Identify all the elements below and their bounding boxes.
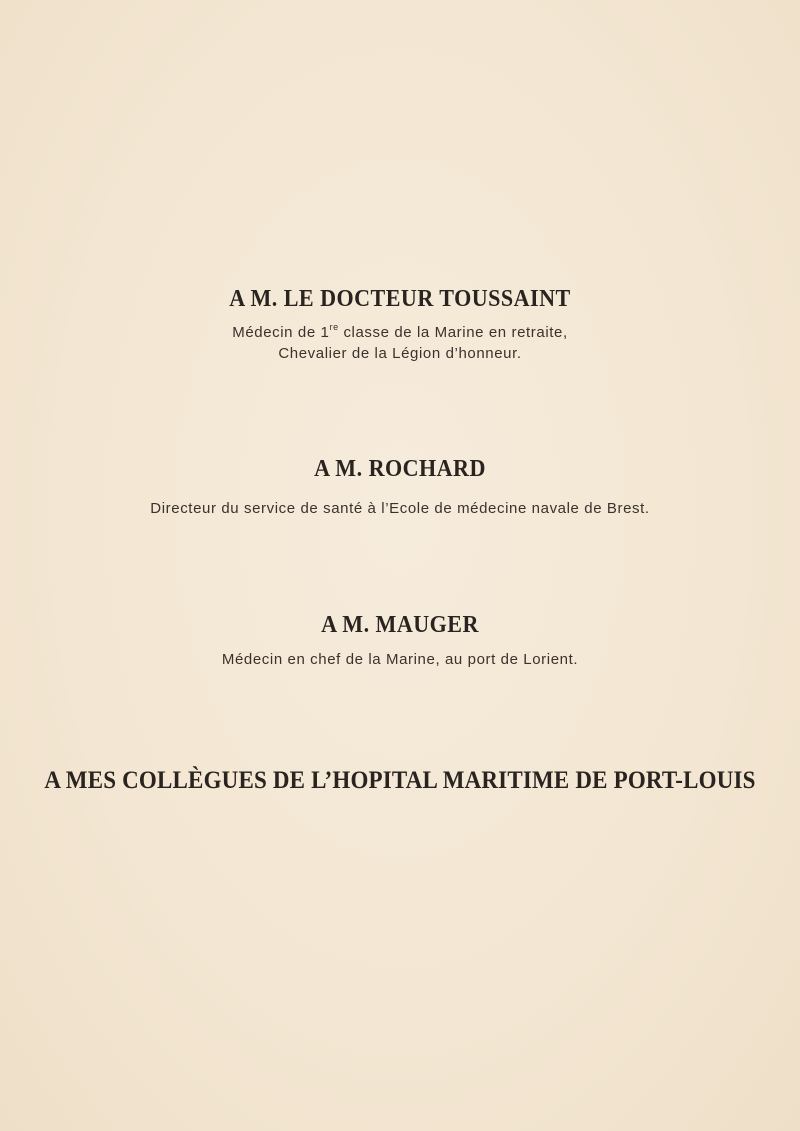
dedication-1-line-2: Chevalier de la Légion d’honneur. bbox=[278, 345, 522, 362]
ordinal-superscript: re bbox=[329, 322, 339, 332]
dedication-2-line-1: Directeur du service de santé à l’Ecole de médecine navale de Brest. bbox=[150, 500, 650, 517]
closing-dedication: A MES COLLÈGUES DE L’HOPITAL MARITIME DE PORT-LOUIS bbox=[44, 767, 756, 794]
dedication-1-heading: A M. LE DOCTEUR TOUSSAINT bbox=[229, 286, 571, 312]
dedication-3-line-1: Médecin en chef de la Marine, au port de Lorient. bbox=[221, 651, 579, 668]
dedication-2-heading: A M. ROCHARD bbox=[314, 456, 486, 482]
dedication-1-line-1 bbox=[0, 324, 800, 341]
dedication-1-line-1-end: classe de la Marine en retraite, bbox=[338, 324, 568, 341]
dedication-3-heading: A M. MAUGER bbox=[321, 612, 479, 638]
dedication-1-line-1-start: Médecin de 1 bbox=[232, 324, 330, 341]
